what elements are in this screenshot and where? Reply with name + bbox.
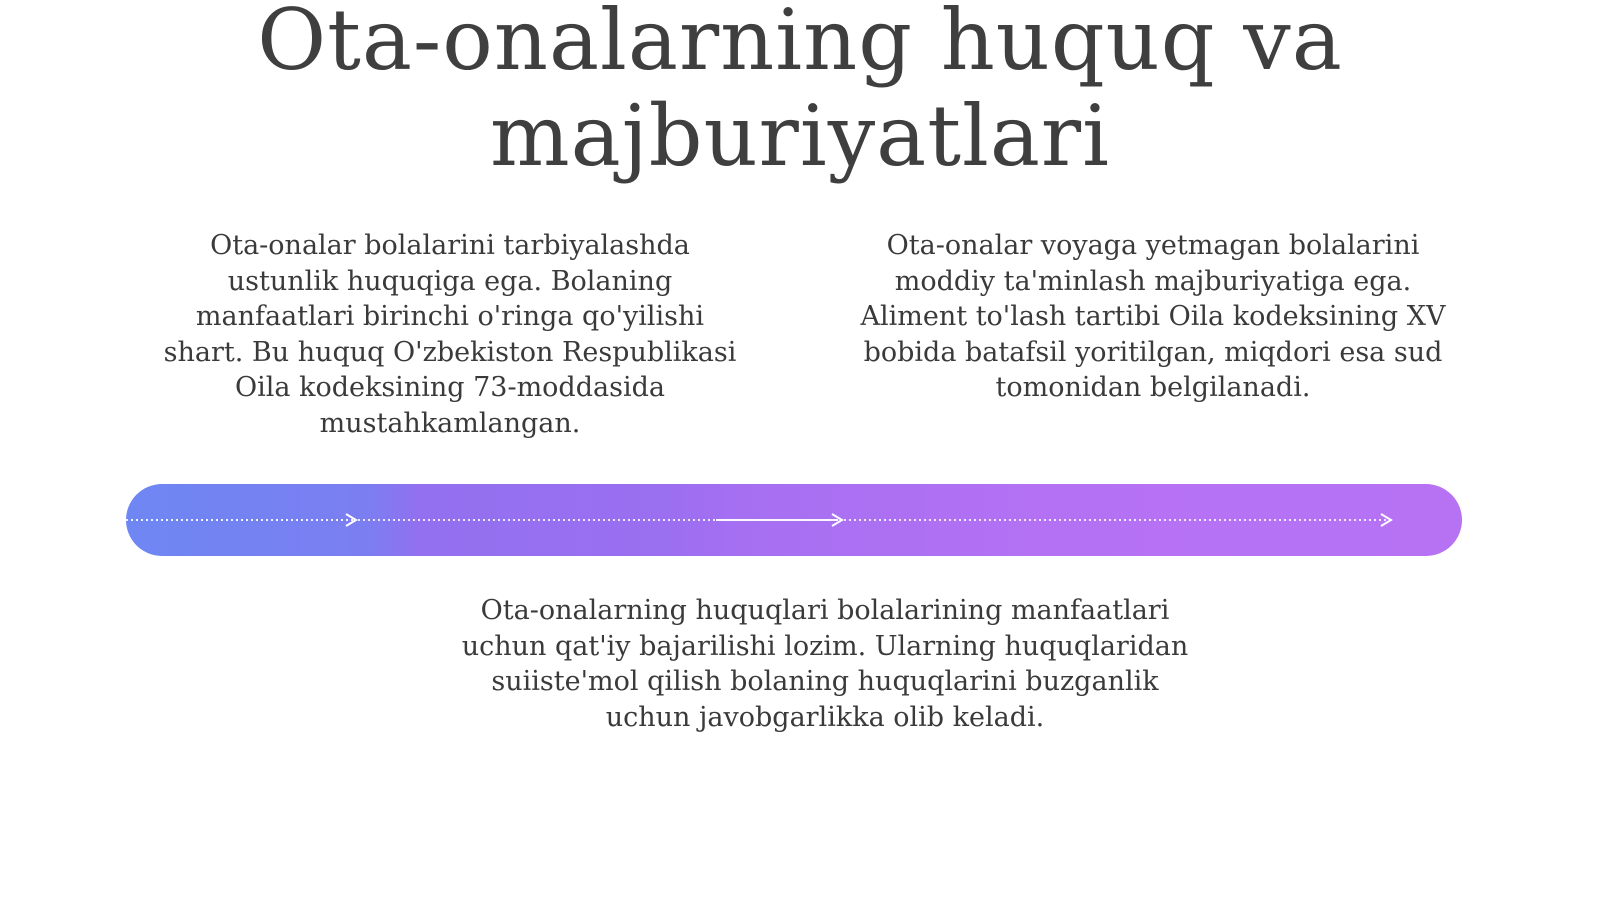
- left-paragraph: Ota-onalar bolalarini tarbiyalashda ustunlik huquqiga ega. Bolaning manfaatlari birinchi o'ringa qo'yilishi shart. Bu huquq O'zbekiston Respublikasi Oila kodeksining 73-moddasida mustahkamlangan.: [163, 230, 737, 439]
- right-paragraph: Ota-onalar voyaga yetmagan bolalarini moddiy ta'minlash majburiyatiga ega. Aliment to'lash tartibi Oila kodeksining XV bobida batafsil yoritilgan, miqdori esa sud tomonidan belgilanadi.: [860, 230, 1446, 403]
- timeline-bar: [126, 484, 1462, 556]
- timeline-arrows: [126, 484, 1462, 556]
- slide-title: Ota-onalarning huquq va majburiyatlari: [257, 0, 1343, 185]
- bottom-paragraph: Ota-onalarning huquqlari bolalarining manfaatlari uchun qat'iy bajarilishi lozim. Ularning huquqlaridan suiiste'mol qilish bolaning huquqlarini buzganlik uchun javobgarlikka olib keladi.: [461, 595, 1189, 733]
